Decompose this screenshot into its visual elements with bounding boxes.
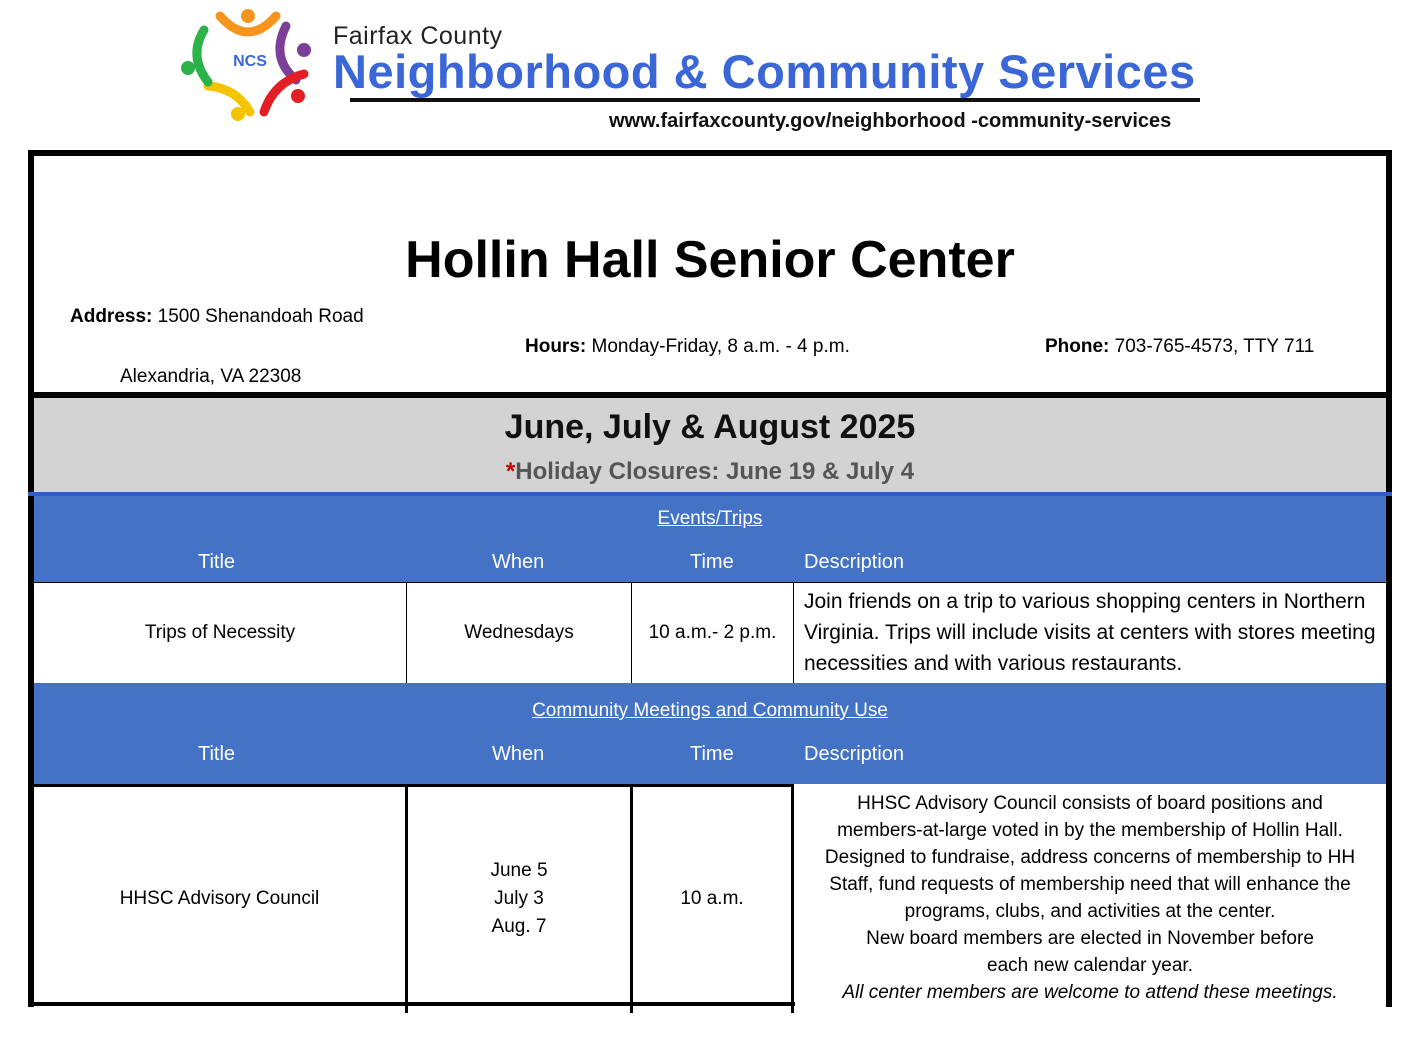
closures-text: Holiday Closures: June 19 & July 4	[515, 458, 915, 485]
header-divider	[350, 98, 1200, 102]
description-line: Designed to fundraise, address concerns of membership to HH	[824, 847, 1356, 868]
meeting-date: June 5	[490, 859, 548, 881]
hours-label: Hours:	[525, 336, 587, 357]
meeting-title-cell: HHSC Advisory Council	[119, 887, 320, 909]
description-line: Staff, fund requests of membership need that will enhance the	[829, 874, 1351, 895]
event-title-cell: Trips of Necessity	[144, 621, 296, 643]
hours	[525, 336, 850, 358]
col-description: Description	[804, 551, 905, 573]
county-name: Fairfax County	[333, 22, 503, 50]
agency-name: Neighborhood & Community Services	[333, 45, 1196, 98]
address-street: 1500 Shenandoah Road	[157, 306, 364, 327]
table-row	[34, 582, 1386, 683]
phone-label: Phone:	[1045, 336, 1110, 357]
table-bottom-border	[28, 1002, 795, 1006]
logo-text: NCS	[233, 53, 267, 70]
meetings-header	[34, 683, 1386, 784]
events-section-title: Events/Trips	[657, 508, 763, 529]
meeting-note: All center members are welcome to attend these meetings.	[842, 982, 1338, 1003]
address-line-1	[70, 306, 364, 328]
phone	[1045, 336, 1314, 358]
meeting-date: July 3	[494, 887, 544, 909]
website-url[interactable]: www.fairfaxcounty.gov/neighborhood -community-services	[609, 110, 1172, 132]
page-title: Hollin Hall Senior Center	[405, 231, 1015, 289]
meeting-time-cell: 10 a.m.	[680, 887, 744, 909]
phone-value: 703-765-4573, TTY 711	[1114, 336, 1315, 357]
meeting-date: Aug. 7	[491, 915, 547, 937]
description-line: each new calendar year.	[987, 955, 1193, 976]
event-description-cell: Join friends on a trip to various shopping centers in Northern Virginia. Trips will include visits at centers with stores meeting necessities and with various restaurants.	[804, 590, 1376, 675]
closure-asterisk: *	[505, 458, 516, 485]
col-description: Description	[804, 743, 905, 765]
meeting-description-cell	[794, 784, 1386, 1013]
meeting-when-cell	[408, 784, 630, 1013]
col-title: Title	[198, 743, 236, 765]
holiday-closures	[34, 458, 1386, 486]
center-info	[34, 156, 1386, 392]
season-banner	[34, 398, 1386, 494]
meetings-section-title: Community Meetings and Community Use	[532, 700, 888, 721]
events-header	[34, 496, 1386, 582]
col-title: Title	[198, 551, 236, 573]
flyer-frame	[28, 150, 1392, 1007]
col-when: When	[492, 743, 545, 765]
description-line: programs, clubs, and activities at the center.	[904, 901, 1276, 922]
hours-value: Monday-Friday, 8 a.m. - 4 p.m.	[591, 336, 850, 357]
address-line-2: Alexandria, VA 22308	[120, 366, 302, 387]
event-time-cell: 10 a.m.- 2 p.m.	[648, 621, 777, 643]
ncs-logo	[178, 8, 320, 122]
description-line: HHSC Advisory Council consists of board positions and	[857, 793, 1323, 814]
address-label: Address:	[70, 306, 153, 327]
col-when: When	[492, 551, 545, 573]
table-row	[34, 784, 1386, 1013]
col-time: Time	[690, 551, 734, 573]
season-title: June, July & August 2025	[504, 408, 916, 446]
description-line: New board members are elected in November before	[866, 928, 1314, 949]
col-time: Time	[690, 743, 734, 765]
description-line: members-at-large voted in by the membership of Hollin Hall.	[837, 820, 1343, 841]
event-when-cell: Wednesdays	[464, 621, 574, 643]
